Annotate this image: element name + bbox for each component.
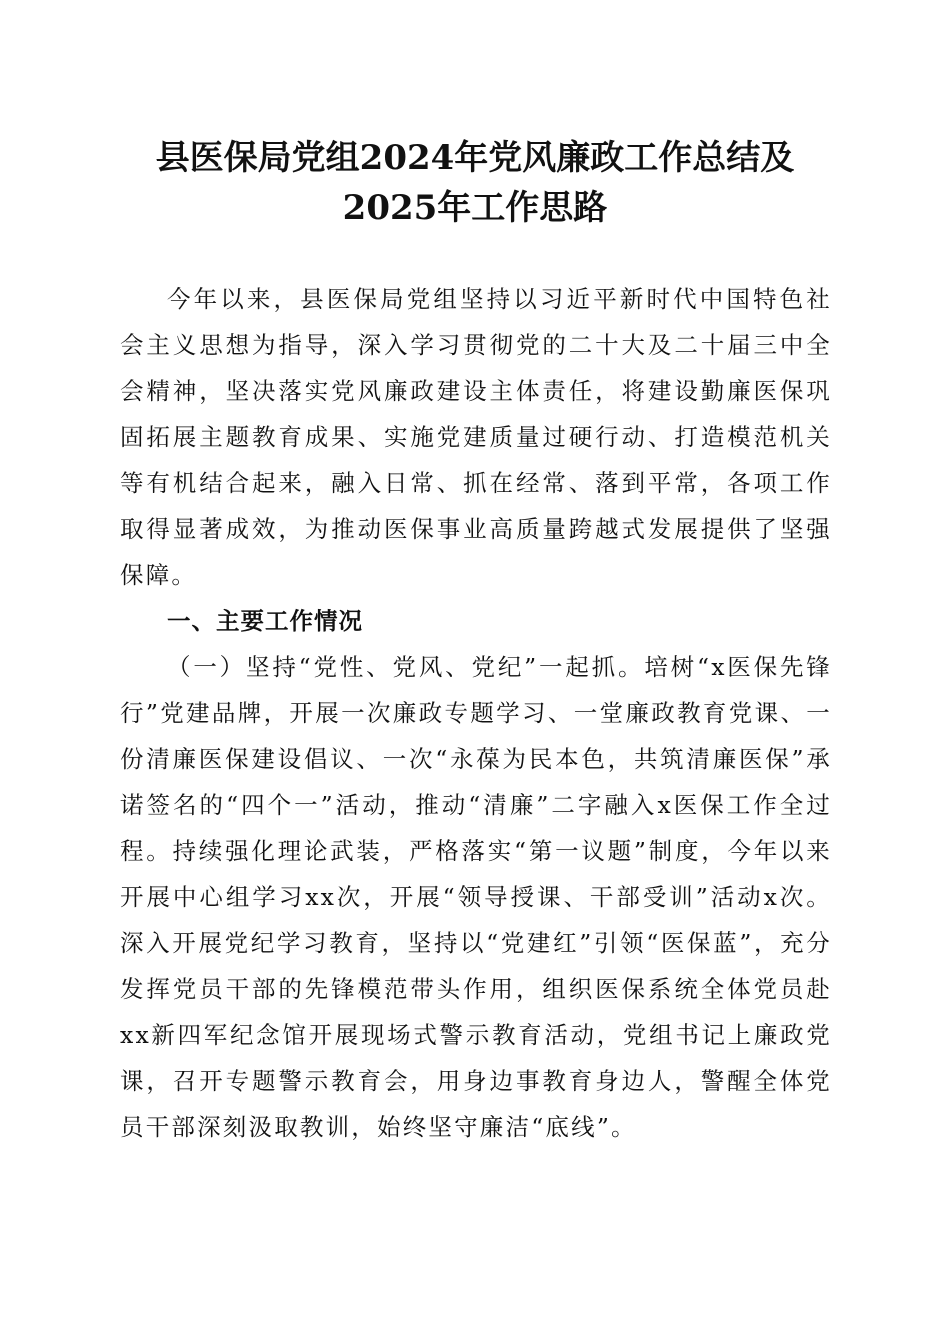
title-line-2: 2025年工作思路 bbox=[342, 188, 608, 228]
title-line-1: 县医保局党组2024年党风廉政工作总结及 bbox=[155, 138, 795, 178]
section-heading-main-work: 一、主要工作情况 bbox=[167, 607, 363, 635]
section-paragraph-1: （一）坚持“党性、党风、党纪”一起抓。培树“x医保先锋行”党建品牌，开展一次廉政专题学习、一堂廉政教育党课、一份清廉医保建设倡议、一次“永葆为民本色，共筑清廉医保”承诺签名的“四个一”活动，推动“清廉”二字融入x医保工作全过程。持续强化理论武装，严格落实“第一议题”制度，今年以来开展中心组学习xx次，开展“领导授课、干部受训”活动x次。深入开展党纪学习教育，坚持以“党建红”引领“医保蓝”，充分发挥党员干部的先锋模范带头作用，组织医保系统全体党员赴xx新四军纪念馆开展现场式警示教育活动，党组书记上廉政党课，召开专题警示教育会，用身边事教育身边人，警醒全体党员干部深刻汲取教训，始终坚守廉洁“底线”。 bbox=[120, 653, 832, 1141]
document-body bbox=[120, 276, 832, 1150]
intro-paragraph: 今年以来，县医保局党组坚持以习近平新时代中国特色社会主义思想为指导，深入学习贯彻党的二十大及二十届三中全会精神，坚决落实党风廉政建设主体责任，将建设勤廉医保巩固拓展主题教育成果、实施党建质量过硬行动、打造模范机关等有机结合起来，融入日常、抓在经常、落到平常，各项工作取得显著成效，为推动医保事业高质量跨越式发展提供了坚强保障。 bbox=[120, 285, 832, 589]
document-title bbox=[120, 133, 830, 233]
